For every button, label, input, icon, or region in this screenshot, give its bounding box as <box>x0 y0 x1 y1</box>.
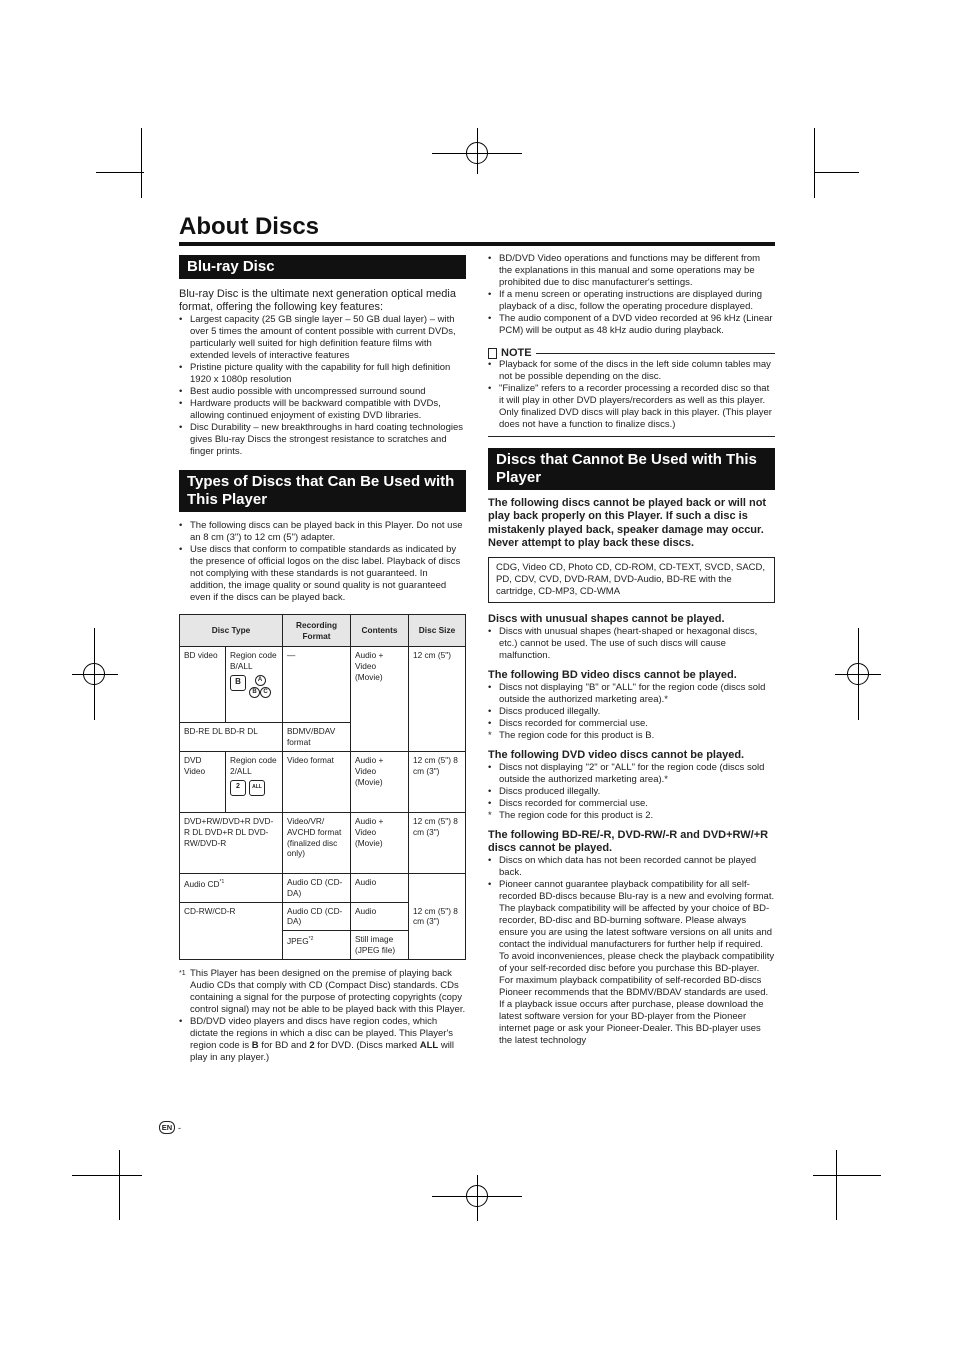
table-cell: Video format <box>283 752 351 813</box>
table-cell <box>226 752 283 813</box>
list-item: • Discs produced illegally. <box>488 706 775 718</box>
crop-mark <box>814 128 815 198</box>
list-item: • "Finalize" refers to a recorder processing a recorded disc so that it will play in other DVD players/recorders as well as this player. Only finalized DVD discs will play back in this player. (This player does not have a function to finalize discs.) <box>488 383 775 431</box>
table-cell: Audio CD (CD-DA) <box>283 874 351 903</box>
table-cell: 12 cm (5") 8 cm (3") <box>409 752 466 813</box>
list-item: • Pioneer cannot guarantee playback compatibility for all self-recorded BD-discs because Blu-ray is a new and evolving format. The playback compatibility will be affected by your choice of BD-recorder, BD-disc and BD-burning software. Please always ensure you are using the latest software versions on all units and contact the individual manufacturers for further help if required. To avoid inconveniences, please check the playback compatibility of your self-recorded disc before you purchase this BD-player. For maximum playback compatibility of self-recorded BD-discs Pioneer recommends that the BDMV/BDAV standards are used. If a playback issue occurs after purchase, please download the latest software version for your BD-player from the Pioneer internet page or ask your Pioneer-Dealer. This BD-player uses the latest technology <box>488 879 775 1047</box>
table-cell: Video/VR/ AVCHD format (finalized disc only) <box>283 813 351 874</box>
region-2-logo-icon: 2 <box>230 780 246 796</box>
list-item: • Discs on which data has not been recorded cannot be played back. <box>488 855 775 879</box>
region-all-logo-icon: ALL <box>249 780 265 796</box>
table-cell: — <box>283 647 351 723</box>
table-cell: 12 cm (5") 8 cm (3") <box>409 874 466 960</box>
table-cell: 12 cm (5") 8 cm (3") <box>409 813 466 874</box>
list-item: • Discs recorded for commercial use. <box>488 798 775 810</box>
disc-types-table <box>179 614 466 960</box>
bd-cannot-bullets <box>488 682 775 742</box>
list-item: • Playback for some of the discs in the left side column tables may not be possible depending on the disc. <box>488 359 775 383</box>
crop-mark <box>96 172 144 173</box>
table-cell: BD video <box>180 647 226 723</box>
types-bullets <box>179 520 466 604</box>
registration-mark <box>466 1185 488 1207</box>
crop-mark <box>141 128 142 198</box>
crop-mark <box>72 1175 142 1176</box>
region-a-logo-icon: A <box>255 675 266 686</box>
table-cell: BD-RE DL BD-R DL <box>180 723 283 752</box>
title-rule <box>179 242 775 246</box>
table-cell: Audio + Video (Movie) <box>351 647 409 752</box>
list-item: • Pristine picture quality with the capability for full high definition 1920 x 1080p resolution <box>179 362 466 386</box>
rw-cannot-heading: The following BD-RE/-R, DVD-RW/-R and DVD+RW/+R discs cannot be played. <box>488 829 769 855</box>
table-cell: 12 cm (5") <box>409 647 466 752</box>
crop-mark <box>836 1150 837 1220</box>
table-cell: Audio + Video (Movie) <box>351 752 409 813</box>
note-heading: NOTE <box>488 347 775 359</box>
list-item: • Best audio possible with uncompressed surround sound <box>179 386 466 398</box>
table-cell: Still image (JPEG file) <box>351 931 409 960</box>
dvd-cannot-heading: The following DVD video discs cannot be played. <box>488 749 745 762</box>
list-item: • Disc Durability – new breakthroughs in hard coating technologies gives Blu-ray Discs the strongest resistance to scratches and finger prints. <box>179 422 466 458</box>
table-cell: BDMV/BDAV format <box>283 723 351 752</box>
shapes-bullets <box>488 626 775 662</box>
table-cell: DVD Video <box>180 752 226 813</box>
bluray-intro: Blu-ray Disc is the ultimate next generation optical media format, offering the following key features: <box>179 288 456 313</box>
table-header: Contents <box>351 615 409 647</box>
crop-mark <box>815 172 859 173</box>
table-cell: CD-RW/CD-R <box>180 902 283 959</box>
bluray-heading: Blu-ray Disc <box>179 255 466 279</box>
list-item: • Discs recorded for commercial use. <box>488 718 775 730</box>
shapes-heading: Discs with unusual shapes cannot be played. <box>488 613 725 626</box>
dvd-cannot-bullets <box>488 762 775 822</box>
note-icon <box>488 348 497 359</box>
region-c-logo-icon: C <box>260 687 271 698</box>
list-item: * The region code for this product is B. <box>488 730 775 742</box>
list-item: • Discs not displaying "2" or "ALL" for the region code (discs sold outside the authorized marketing area).* <box>488 762 775 786</box>
bd-region-logos <box>230 675 278 698</box>
table-header: Disc Type <box>180 615 283 647</box>
list-item: • Discs not displaying "B" or "ALL" for the region code (discs sold outside the authorized marketing area).* <box>488 682 775 706</box>
region-b-logo-icon: B <box>230 675 246 691</box>
list-item: • Discs with unusual shapes (heart-shaped or hexagonal discs, etc.) cannot be used. The use of such discs will cause malfunction. <box>488 626 775 662</box>
table-cell: DVD+RW/DVD+R DVD-R DL DVD+R DL DVD-RW/DVD-R <box>180 813 283 874</box>
bd-dvd-operations <box>488 253 775 337</box>
list-item: • Use discs that conform to compatible standards as indicated by the presence of official logos on the disc label. Playback of discs not complying with these standards is not guaranteed. In addition, the image quality or sound quality is not guaranteed even if the discs can be played back. <box>179 544 466 604</box>
page-title: About Discs <box>179 213 320 240</box>
unsupported-formats-box: CDG, Video CD, Photo CD, CD-ROM, CD-TEXT, SVCD, SACD, PD, CDV, CVD, DVD-RAM, DVD-Audio, BD-RE with the cartridge, CD-MP3, CD-WMA <box>488 557 775 603</box>
table-cell: Audio CD$^{*1}$ <box>180 874 283 903</box>
crop-mark <box>119 1150 120 1220</box>
region-label: Region code 2/ALL <box>230 755 277 776</box>
table-cell: Audio <box>351 874 409 903</box>
region-b-logo-icon: B <box>249 687 260 698</box>
crop-mark <box>813 1175 881 1176</box>
registration-mark <box>83 663 105 685</box>
types-heading: Types of Discs that Can Be Used with This Player <box>179 470 466 512</box>
bd-cannot-heading: The following BD video discs cannot be played. <box>488 669 737 682</box>
cannot-warning: The following discs cannot be played back or will not play back properly on this Player. If such a disc is mistakenly played back, speaker damage may occur. Never attempt to play back these discs. <box>488 497 767 549</box>
right-column <box>488 253 775 1047</box>
table-header: Disc Size <box>409 615 466 647</box>
list-item: • BD/DVD video players and discs have region codes, which dictate the regions in which a disc can be played. This Player's region code is B for BD and 2 for DVD. (Discs marked ALL will play in any player.) <box>179 1016 466 1064</box>
table-cell <box>226 647 283 723</box>
list-item: • The audio component of a DVD video recorded at 96 kHz (Linear PCM) will be output as 48 kHz audio during playback. <box>488 313 775 337</box>
table-cell: Audio CD (CD-DA) <box>283 902 351 931</box>
table-cell: JPEG$^{*2}$ <box>283 931 351 960</box>
list-item: • If a menu screen or operating instructions are displayed during playback of a disc, follow the operating procedure displayed. <box>488 289 775 313</box>
region-label: Region code B/ALL <box>230 650 277 671</box>
footnote-mark: *1 <box>179 969 186 977</box>
rw-cannot-bullets <box>488 855 775 1047</box>
list-item: • The following discs can be played back in this Player. Do not use an 8 cm (3") to 12 cm (5") adapter. <box>179 520 466 544</box>
list-item: • BD/DVD Video operations and functions may be different from the explanations in this manual and some operations may be prohibited due to disc manufacturer's settings. <box>488 253 775 289</box>
note-bullets <box>488 359 775 437</box>
registration-mark <box>466 142 488 164</box>
page-number: - <box>178 1122 181 1133</box>
table-header: Recording Format <box>283 615 351 647</box>
language-badge: EN <box>159 1121 175 1134</box>
note-rule <box>536 353 775 354</box>
list-item: • Discs produced illegally. <box>488 786 775 798</box>
list-item: • Hardware products will be backward compatible with DVDs, allowing continued enjoyment of existing DVD libraries. <box>179 398 466 422</box>
left-column <box>179 255 466 1064</box>
cannot-heading: Discs that Cannot Be Used with This Player <box>488 448 775 490</box>
list-item: * The region code for this product is 2. <box>488 810 775 822</box>
table-cell: Audio + Video (Movie) <box>351 813 409 874</box>
footnote: *1 This Player has been designed on the premise of playing back Audio CDs that comply with CD (Compact Disc) standards. CDs containing a signal for the purpose of protecting copyrights (copy control signal) may not be able to be played back with this Player. <box>179 967 466 1015</box>
table-cell: Audio <box>351 902 409 931</box>
list-item: • Largest capacity (25 GB single layer – 50 GB dual layer) – with over 5 times the amount of content possible with current DVDs, particularly well suited for high definition feature films with extended levels of interactive features <box>179 314 466 362</box>
bluray-features <box>179 314 466 458</box>
region-notes <box>179 1016 466 1064</box>
registration-mark <box>847 663 869 685</box>
dvd-region-logos <box>230 780 278 796</box>
page-footer <box>159 1121 181 1134</box>
